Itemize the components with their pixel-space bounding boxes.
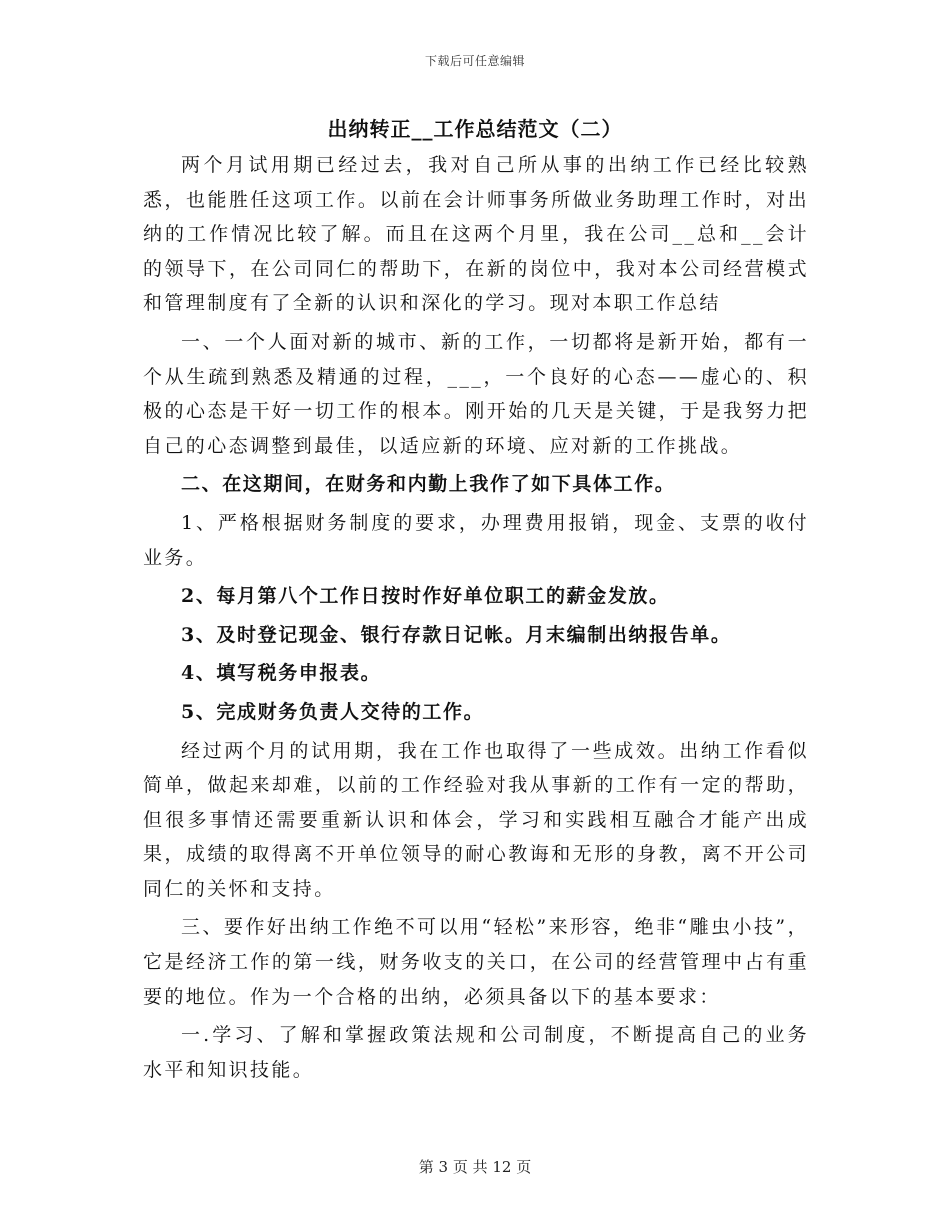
paragraph-section-3: 三、要作好出纳工作绝不可以用“轻松”来形容，绝非“雕虫小技”，它是经济工作的第一线，财务收支的关口，在公司的经营管理中占有重要的地位。作为一个合格的出纳，必须具备以下的基本要求：: [143, 916, 809, 1008]
paragraph-item-5: 5、完成财务负责人交待的工作。: [181, 700, 485, 723]
paragraph-intro: 两个月试用期已经过去，我对自己所从事的出纳工作已经比较熟悉，也能胜任这项工作。以前在会计师事务所做业务助理工作时，对出纳的工作情况比较了解。而且在这两个月里，我在公司__总和__会计的领导下，在公司同仁的帮助下，在新的岗位中，我对本公司经营模式和管理制度有了全新的认识和深化的学习。现对本职工作总结: [143, 154, 809, 315]
paragraph-results: 经过两个月的试用期，我在工作也取得了一些成效。出纳工作看似简单，做起来却难，以前的工作经验对我从事新的工作有一定的帮助，但很多事情还需要重新认识和体会，学习和实践相互融合才能产出成果，成绩的取得离不开单位领导的耐心教诲和无形的身教，离不开公司同仁的关怀和支持。: [143, 739, 809, 900]
paragraph-section-2-heading: 二、在这期间，在财务和内勤上我作了如下具体工作。: [181, 473, 676, 496]
paragraph-section-1: 一、一个人面对新的城市、新的工作，一切都将是新开始，都有一个从生疏到熟悉及精通的过程，___，一个良好的心态——虚心的、积极的心态是干好一切工作的根本。刚开始的几天是关键，于是我努力把自己的心态调整到最佳，以适应新的环境、应对新的工作挑战。: [143, 330, 809, 457]
page-header-note: 下载后可任意编辑: [424, 54, 525, 68]
paragraph-item-2: 2、每月第八个工作日按时作好单位职工的薪金发放。: [181, 585, 670, 608]
document-body: [143, 148, 809, 1091]
paragraph-requirement-1: 一.学习、了解和掌握政策法规和公司制度，不断提高自己的业务水平和知识技能。: [143, 1024, 809, 1081]
document-title: 出纳转正__工作总结范文（二）: [327, 117, 623, 141]
paragraph-item-3: 3、及时登记现金、银行存款日记帐。月末编制出纳报告单。: [181, 623, 732, 646]
paragraph-item-4: 4、填写税务申报表。: [181, 662, 382, 685]
paragraph-item-1: 1、严格根据财务制度的要求，办理费用报销，现金、支票的收付业务。: [143, 511, 809, 569]
page-number: 第 3 页 共 12 页: [418, 1158, 532, 1176]
